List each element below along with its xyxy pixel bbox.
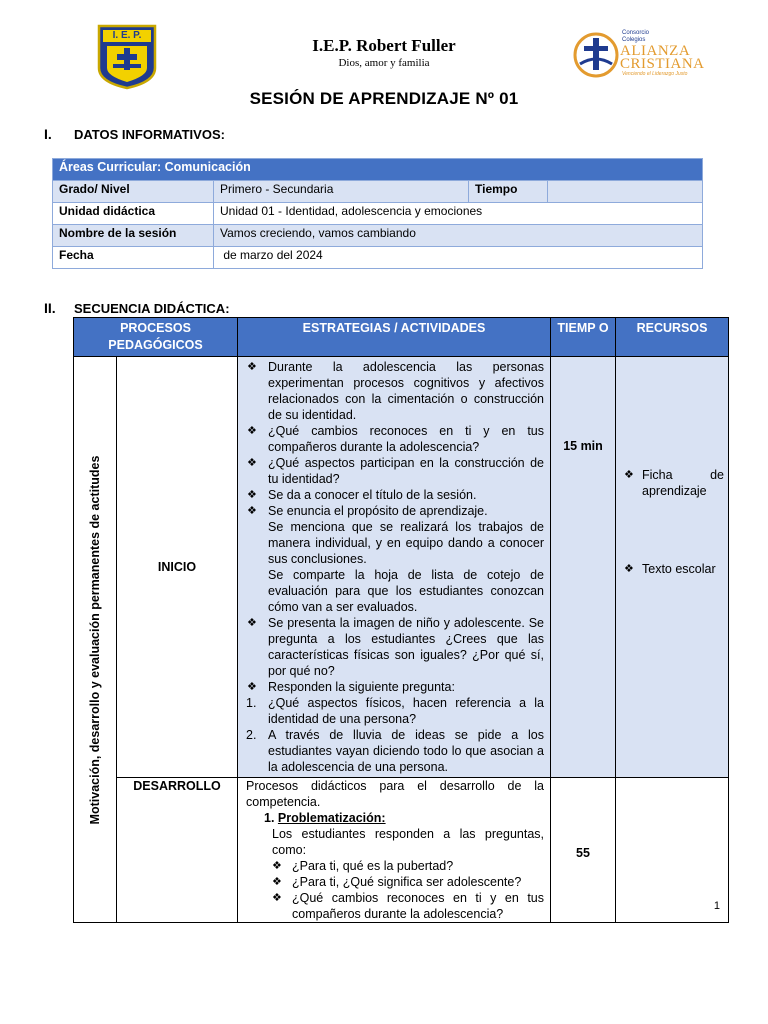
header-recursos: RECURSOS — [616, 318, 729, 357]
unidad-label: Unidad didáctica — [53, 203, 214, 225]
logo-right-line5: Venciendo el Liderazgo Justo — [622, 71, 688, 77]
desarrollo-intro: Procesos didácticos para el desarrollo de la competencia. — [246, 779, 544, 809]
list-item: ❖ ¿Qué cambios reconoces en ti y en tus compañeros durante la adolescencia? — [247, 424, 544, 454]
phase-inicio: INICIO — [117, 357, 238, 778]
table-row-inicio — [74, 357, 729, 778]
vertical-label: Motivación, desarrollo y evaluación permanentes de actitudes — [88, 455, 102, 824]
page-number: 1 — [713, 900, 720, 912]
desarrollo-resources — [616, 778, 729, 923]
phase-desarrollo: DESARROLLO — [117, 778, 238, 923]
info-table — [52, 158, 703, 269]
list-item: ❖ ¿Qué aspectos participan en la construcción de tu identidad? — [247, 456, 544, 486]
list-item: ❖ Ficha de aprendizaje — [624, 468, 724, 498]
section-title: SECUENCIA DIDÁCTICA: — [74, 301, 230, 316]
list-item: ❖ ¿Qué cambios reconoces en ti y en tus compañeros durante la adolescencia? — [272, 891, 544, 921]
section-datos — [44, 126, 225, 144]
list-item: ❖ ¿Para ti, ¿Qué significa ser adolescente? — [272, 875, 522, 889]
section-title: DATOS INFORMATIVOS: — [74, 127, 225, 142]
section-number: I. — [44, 126, 52, 142]
header-procesos: PROCESOS PEDAGÓGICOS — [74, 318, 238, 357]
table-row — [53, 203, 703, 225]
table-row-desarrollo — [74, 778, 729, 923]
desarrollo-subtitle: 1. Problematización: — [264, 811, 386, 825]
grado-value: Primero - Secundaria — [214, 181, 469, 203]
tiempo-value — [548, 181, 703, 203]
list-item: ❖ Texto escolar — [624, 562, 716, 576]
section-secuencia — [44, 300, 230, 318]
list-item: ❖ ¿Para ti, qué es la pubertad? — [272, 859, 454, 873]
logo-left-text: I. E. P. — [112, 30, 142, 41]
logo-right-line2: Colegios — [622, 37, 646, 43]
nombre-value: Vamos creciendo, vamos cambiando — [214, 225, 703, 247]
table-row — [53, 181, 703, 203]
nombre-label: Nombre de la sesión — [53, 225, 214, 247]
page-title: SESIÓN DE APRENDIZAJE Nº 01 — [249, 89, 519, 108]
inicio-resources — [616, 357, 729, 778]
school-name: I.E.P. Robert Fuller — [312, 36, 456, 55]
inicio-time: 15 min — [551, 357, 616, 778]
list-item: ❖ Se presenta la imagen de niño y adolescente. Se pregunta a los estudiantes ¿Crees que las características físicas son iguales? ¿Por qué sí, por qué no? — [247, 616, 544, 678]
logo-right-line1: Consorcio — [622, 30, 650, 36]
logo-right-line4: CRISTIANA — [620, 56, 705, 72]
list-item: ❖ Se enuncia el propósito de aprendizaje. — [247, 504, 488, 518]
desarrollo-activities — [238, 778, 551, 923]
list-item: ❖ Responden la siguiente pregunta: — [247, 680, 455, 694]
info-table-header: Áreas Curricular: Comunicación — [53, 159, 703, 181]
logo-right-line3: ALIANZA — [620, 43, 691, 59]
table-row — [53, 247, 703, 269]
list-item: ❖ Durante la adolescencia las personas experimentan procesos cognitivos y afectivos relacionados con la cimentación o construcción de su identidad. — [247, 360, 544, 422]
desarrollo-text: Los estudiantes responden a las preguntas, como: — [272, 827, 544, 857]
inicio-paragraph: Se menciona que se realizará los trabajos de manera individual, y en equipo dando a conocer sus conclusiones. — [268, 520, 544, 566]
list-item: ❖ Se da a conocer el título de la sesión. — [247, 488, 477, 502]
inicio-activities — [238, 357, 551, 778]
list-item: 1. ¿Qué aspectos físicos, hacen referencia a la identidad de una persona? — [246, 696, 544, 726]
tiempo-label: Tiempo — [469, 181, 548, 203]
vertical-label-cell — [74, 357, 117, 923]
section-number: II. — [44, 300, 56, 316]
school-motto: Dios, amor y familia — [338, 57, 430, 69]
header-estrategias: ESTRATEGIAS / ACTIVIDADES — [238, 318, 551, 357]
list-item: 2. A través de lluvia de ideas se pide a los estudiantes vayan diciendo todo lo que asocian a la adolescencia de una persona. — [246, 728, 544, 774]
inicio-paragraph: Se comparte la hoja de lista de cotejo de evaluación para que los estudiantes conozcan cómo van a ser evaluados. — [268, 568, 544, 614]
fecha-label: Fecha — [53, 247, 214, 269]
grado-label: Grado/ Nivel — [53, 181, 214, 203]
sequence-table — [73, 317, 729, 923]
fecha-value: de marzo del 2024 — [214, 247, 703, 269]
unidad-value: Unidad 01 - Identidad, adolescencia y emociones — [214, 203, 703, 225]
table-row — [53, 225, 703, 247]
desarrollo-time: 55 — [551, 778, 616, 923]
header-tiempo: TIEMP O — [551, 318, 616, 357]
